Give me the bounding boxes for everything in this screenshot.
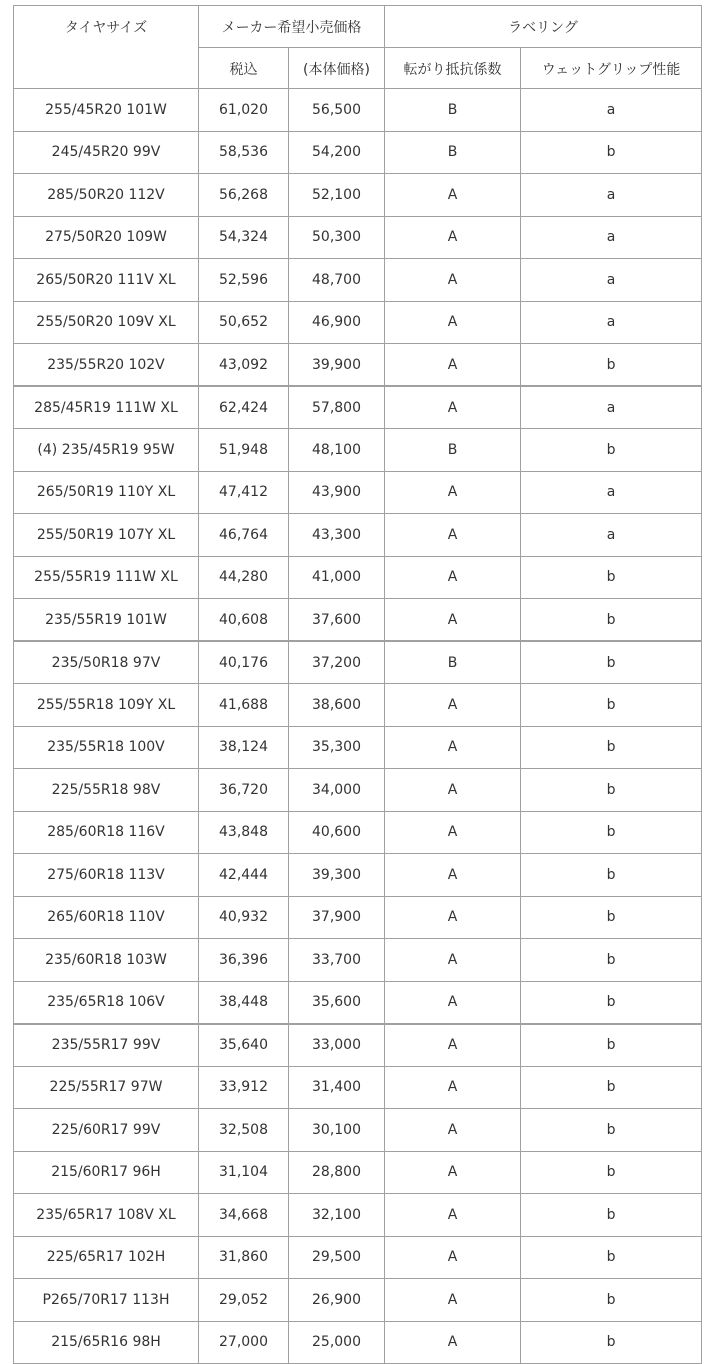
- cell-wet-grip: a: [521, 216, 702, 259]
- cell-price-tax-included: 29,052: [199, 1279, 289, 1322]
- cell-tire-size: 255/45R20 101W: [14, 89, 199, 132]
- cell-tire-size: P265/70R17 113H: [14, 1279, 199, 1322]
- cell-wet-grip: b: [521, 811, 702, 854]
- tire-price-table-container: [13, 5, 702, 1364]
- tire-price-table: [13, 5, 702, 1364]
- table-row: [14, 259, 702, 302]
- cell-tire-size: 275/60R18 113V: [14, 854, 199, 897]
- cell-price-base: 33,000: [289, 1024, 385, 1067]
- header-price-group: メーカー希望小売価格: [199, 6, 385, 48]
- cell-price-base: 35,600: [289, 981, 385, 1024]
- cell-price-base: 48,100: [289, 429, 385, 472]
- table-header: [14, 6, 702, 89]
- cell-rolling-resistance: A: [385, 386, 521, 429]
- table-row: [14, 1321, 702, 1364]
- table-row: [14, 1109, 702, 1152]
- header-tire-size: タイヤサイズ: [14, 6, 199, 89]
- cell-rolling-resistance: A: [385, 726, 521, 769]
- cell-wet-grip: a: [521, 174, 702, 217]
- cell-price-base: 37,600: [289, 599, 385, 642]
- cell-rolling-resistance: A: [385, 301, 521, 344]
- cell-wet-grip: b: [521, 429, 702, 472]
- cell-tire-size: 225/65R17 102H: [14, 1236, 199, 1279]
- cell-rolling-resistance: A: [385, 854, 521, 897]
- cell-price-tax-included: 31,860: [199, 1236, 289, 1279]
- cell-price-tax-included: 42,444: [199, 854, 289, 897]
- cell-price-base: 31,400: [289, 1066, 385, 1109]
- cell-price-base: 33,700: [289, 939, 385, 982]
- cell-price-base: 41,000: [289, 556, 385, 599]
- table-row: [14, 429, 702, 472]
- cell-price-base: 38,600: [289, 684, 385, 727]
- cell-wet-grip: b: [521, 684, 702, 727]
- cell-price-base: 57,800: [289, 386, 385, 429]
- cell-wet-grip: a: [521, 386, 702, 429]
- cell-price-base: 46,900: [289, 301, 385, 344]
- table-row: [14, 471, 702, 514]
- cell-price-tax-included: 50,652: [199, 301, 289, 344]
- table-body: [14, 89, 702, 1364]
- cell-price-tax-included: 38,124: [199, 726, 289, 769]
- cell-rolling-resistance: A: [385, 471, 521, 514]
- table-row: [14, 216, 702, 259]
- cell-wet-grip: a: [521, 471, 702, 514]
- cell-tire-size: 245/45R20 99V: [14, 131, 199, 174]
- cell-rolling-resistance: A: [385, 344, 521, 387]
- table-row: [14, 301, 702, 344]
- cell-price-tax-included: 34,668: [199, 1194, 289, 1237]
- table-row: [14, 1151, 702, 1194]
- cell-wet-grip: b: [521, 599, 702, 642]
- cell-wet-grip: a: [521, 259, 702, 302]
- table-row: [14, 89, 702, 132]
- cell-price-tax-included: 38,448: [199, 981, 289, 1024]
- cell-rolling-resistance: A: [385, 1236, 521, 1279]
- cell-rolling-resistance: A: [385, 684, 521, 727]
- cell-price-base: 40,600: [289, 811, 385, 854]
- cell-rolling-resistance: A: [385, 769, 521, 812]
- cell-tire-size: 235/55R19 101W: [14, 599, 199, 642]
- cell-wet-grip: b: [521, 896, 702, 939]
- cell-price-tax-included: 33,912: [199, 1066, 289, 1109]
- cell-rolling-resistance: A: [385, 1109, 521, 1152]
- cell-wet-grip: b: [521, 1321, 702, 1364]
- cell-price-base: 29,500: [289, 1236, 385, 1279]
- cell-tire-size: 225/55R18 98V: [14, 769, 199, 812]
- table-row: [14, 131, 702, 174]
- cell-price-tax-included: 58,536: [199, 131, 289, 174]
- cell-wet-grip: a: [521, 514, 702, 557]
- header-rolling-resistance: 転がり抵抗係数: [385, 48, 521, 89]
- cell-tire-size: 225/55R17 97W: [14, 1066, 199, 1109]
- cell-price-tax-included: 61,020: [199, 89, 289, 132]
- cell-rolling-resistance: A: [385, 1321, 521, 1364]
- cell-wet-grip: b: [521, 981, 702, 1024]
- table-row: [14, 1279, 702, 1322]
- cell-price-base: 26,900: [289, 1279, 385, 1322]
- cell-price-tax-included: 40,932: [199, 896, 289, 939]
- cell-price-tax-included: 44,280: [199, 556, 289, 599]
- table-row: [14, 896, 702, 939]
- cell-price-tax-included: 40,608: [199, 599, 289, 642]
- cell-price-tax-included: 56,268: [199, 174, 289, 217]
- cell-price-base: 37,200: [289, 641, 385, 684]
- cell-rolling-resistance: A: [385, 514, 521, 557]
- header-base-price: (本体価格): [289, 48, 385, 89]
- cell-wet-grip: b: [521, 1109, 702, 1152]
- cell-price-base: 50,300: [289, 216, 385, 259]
- cell-wet-grip: b: [521, 1066, 702, 1109]
- cell-rolling-resistance: A: [385, 1066, 521, 1109]
- header-row: [14, 6, 702, 48]
- cell-tire-size: 235/55R18 100V: [14, 726, 199, 769]
- table-row: [14, 726, 702, 769]
- cell-tire-size: 235/55R17 99V: [14, 1024, 199, 1067]
- table-row: [14, 981, 702, 1024]
- cell-price-tax-included: 51,948: [199, 429, 289, 472]
- table-row: [14, 1066, 702, 1109]
- cell-tire-size: 255/55R19 111W XL: [14, 556, 199, 599]
- cell-rolling-resistance: A: [385, 896, 521, 939]
- table-row: [14, 386, 702, 429]
- cell-price-tax-included: 47,412: [199, 471, 289, 514]
- header-wet-grip: ウェットグリップ性能: [521, 48, 702, 89]
- cell-tire-size: 235/65R17 108V XL: [14, 1194, 199, 1237]
- cell-price-tax-included: 43,848: [199, 811, 289, 854]
- cell-price-tax-included: 27,000: [199, 1321, 289, 1364]
- cell-tire-size: 285/45R19 111W XL: [14, 386, 199, 429]
- cell-tire-size: 225/60R17 99V: [14, 1109, 199, 1152]
- cell-price-base: 30,100: [289, 1109, 385, 1152]
- cell-tire-size: 285/60R18 116V: [14, 811, 199, 854]
- cell-price-base: 28,800: [289, 1151, 385, 1194]
- cell-rolling-resistance: A: [385, 939, 521, 982]
- cell-wet-grip: b: [521, 344, 702, 387]
- cell-tire-size: 235/50R18 97V: [14, 641, 199, 684]
- cell-tire-size: 215/65R16 98H: [14, 1321, 199, 1364]
- table-row: [14, 1194, 702, 1237]
- cell-rolling-resistance: A: [385, 1279, 521, 1322]
- table-row: [14, 769, 702, 812]
- cell-tire-size: 215/60R17 96H: [14, 1151, 199, 1194]
- cell-price-base: 25,000: [289, 1321, 385, 1364]
- cell-price-tax-included: 54,324: [199, 216, 289, 259]
- cell-rolling-resistance: A: [385, 599, 521, 642]
- cell-wet-grip: b: [521, 556, 702, 599]
- cell-price-tax-included: 62,424: [199, 386, 289, 429]
- cell-price-tax-included: 35,640: [199, 1024, 289, 1067]
- cell-wet-grip: b: [521, 1151, 702, 1194]
- cell-price-base: 56,500: [289, 89, 385, 132]
- table-row: [14, 599, 702, 642]
- table-row: [14, 939, 702, 982]
- cell-rolling-resistance: A: [385, 1024, 521, 1067]
- table-row: [14, 344, 702, 387]
- cell-price-base: 54,200: [289, 131, 385, 174]
- cell-wet-grip: b: [521, 1024, 702, 1067]
- cell-price-tax-included: 36,720: [199, 769, 289, 812]
- cell-wet-grip: b: [521, 769, 702, 812]
- cell-price-tax-included: 43,092: [199, 344, 289, 387]
- cell-rolling-resistance: A: [385, 174, 521, 217]
- cell-rolling-resistance: B: [385, 89, 521, 132]
- table-row: [14, 1024, 702, 1067]
- cell-rolling-resistance: A: [385, 556, 521, 599]
- cell-price-base: 34,000: [289, 769, 385, 812]
- cell-tire-size: 265/50R20 111V XL: [14, 259, 199, 302]
- header-tax-included: 税込: [199, 48, 289, 89]
- cell-price-base: 37,900: [289, 896, 385, 939]
- cell-wet-grip: a: [521, 89, 702, 132]
- cell-wet-grip: a: [521, 301, 702, 344]
- cell-rolling-resistance: A: [385, 216, 521, 259]
- cell-price-base: 39,300: [289, 854, 385, 897]
- table-row: [14, 641, 702, 684]
- cell-rolling-resistance: A: [385, 811, 521, 854]
- cell-rolling-resistance: A: [385, 981, 521, 1024]
- cell-rolling-resistance: A: [385, 259, 521, 302]
- cell-tire-size: 265/50R19 110Y XL: [14, 471, 199, 514]
- cell-tire-size: 255/55R18 109Y XL: [14, 684, 199, 727]
- cell-wet-grip: b: [521, 1279, 702, 1322]
- table-row: [14, 811, 702, 854]
- cell-rolling-resistance: A: [385, 1151, 521, 1194]
- cell-rolling-resistance: B: [385, 429, 521, 472]
- cell-tire-size: 255/50R19 107Y XL: [14, 514, 199, 557]
- cell-rolling-resistance: B: [385, 131, 521, 174]
- cell-wet-grip: b: [521, 1194, 702, 1237]
- table-row: [14, 174, 702, 217]
- header-label-group: ラベリング: [385, 6, 702, 48]
- cell-price-tax-included: 46,764: [199, 514, 289, 557]
- table-row: [14, 556, 702, 599]
- cell-price-base: 39,900: [289, 344, 385, 387]
- cell-price-tax-included: 31,104: [199, 1151, 289, 1194]
- cell-tire-size: 285/50R20 112V: [14, 174, 199, 217]
- cell-tire-size: 255/50R20 109V XL: [14, 301, 199, 344]
- cell-wet-grip: b: [521, 726, 702, 769]
- cell-wet-grip: b: [521, 641, 702, 684]
- cell-tire-size: 235/60R18 103W: [14, 939, 199, 982]
- cell-rolling-resistance: A: [385, 1194, 521, 1237]
- cell-tire-size: 275/50R20 109W: [14, 216, 199, 259]
- cell-price-tax-included: 36,396: [199, 939, 289, 982]
- cell-price-base: 48,700: [289, 259, 385, 302]
- table-row: [14, 1236, 702, 1279]
- cell-price-base: 43,300: [289, 514, 385, 557]
- cell-tire-size: (4) 235/45R19 95W: [14, 429, 199, 472]
- table-row: [14, 514, 702, 557]
- cell-tire-size: 235/65R18 106V: [14, 981, 199, 1024]
- cell-price-base: 35,300: [289, 726, 385, 769]
- cell-price-base: 32,100: [289, 1194, 385, 1237]
- cell-price-tax-included: 41,688: [199, 684, 289, 727]
- cell-wet-grip: b: [521, 1236, 702, 1279]
- cell-tire-size: 235/55R20 102V: [14, 344, 199, 387]
- cell-price-tax-included: 52,596: [199, 259, 289, 302]
- cell-wet-grip: b: [521, 939, 702, 982]
- cell-rolling-resistance: B: [385, 641, 521, 684]
- table-row: [14, 684, 702, 727]
- cell-price-tax-included: 40,176: [199, 641, 289, 684]
- cell-wet-grip: b: [521, 131, 702, 174]
- table-row: [14, 854, 702, 897]
- cell-price-base: 43,900: [289, 471, 385, 514]
- cell-tire-size: 265/60R18 110V: [14, 896, 199, 939]
- cell-price-tax-included: 32,508: [199, 1109, 289, 1152]
- cell-price-base: 52,100: [289, 174, 385, 217]
- cell-wet-grip: b: [521, 854, 702, 897]
